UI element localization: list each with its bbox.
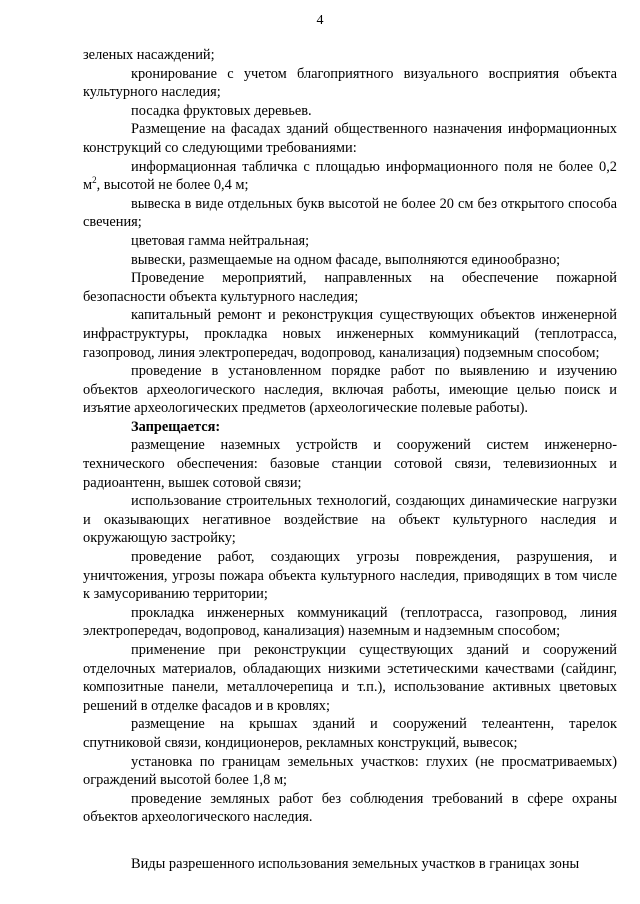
paragraph: зеленых насаждений; — [83, 47, 215, 63]
paragraph: Виды разрешенного использования земельных участков в границах зоны — [131, 855, 580, 872]
paragraph-text: информационная табличка с площадью информационного поля не более 0,2 м — [83, 158, 617, 194]
section-heading: Запрещается: — [131, 418, 221, 435]
paragraph: цветовая гамма нейтральная; — [131, 232, 310, 249]
paragraph: кронирование с учетом благоприятного визуального восприятия объекта культурного наследия; — [83, 65, 617, 101]
document-body — [83, 46, 617, 874]
paragraph: проведение земляных работ без соблюдения требований в сфере охраны объектов археологического наследия. — [83, 790, 617, 826]
page-number: 4 — [316, 13, 324, 28]
paragraph: проведение работ, создающих угрозы повреждения, разрушения, и уничтожения, угрозы пожара объекта культурного наследия, приводящих в том числе к замусориванию территории; — [83, 549, 617, 603]
superscript: 2 — [92, 175, 97, 186]
paragraph: посадка фруктовых деревьев. — [131, 102, 312, 119]
paragraph: использование строительных технологий, создающих динамические нагрузки и оказывающих негативное воздействие на объект культурного наследия и окружающую застройку; — [83, 493, 617, 547]
paragraph: прокладка инженерных коммуникаций (теплотрасса, газопровод, линия электропередач, водопровод, канализация) наземным и надземным способом; — [83, 604, 617, 640]
paragraph: применение при реконструкции существующих зданий и сооружений отделочных материалов, обладающих низкими эстетическими качествами (сайдинг, композитные панели, металлочерепица и т.п.), использование активных цветовых решений в отделке фасадов и в кровлях; — [83, 642, 617, 714]
paragraph — [83, 158, 617, 195]
paragraph: вывеска в виде отдельных букв высотой не более 20 см без открытого способа свечения; — [83, 195, 617, 231]
paragraph: установка по границам земельных участков: глухих (не просматриваемых) ограждений высотой более 1,8 м; — [83, 753, 617, 789]
paragraph: проведение в установленном порядке работ по выявлению и изучению объектов археологического наследия, включая работы, имеющие целью поиск и изъятие археологических предметов (археологические полевые работы). — [83, 363, 617, 417]
paragraph-text: , высотой не более 0,4 м; — [96, 177, 249, 194]
spacer — [83, 827, 617, 855]
paragraph: размещение на крышах зданий и сооружений телеантенн, тарелок спутниковой связи, кондиционеров, рекламных конструкций, вывесок; — [83, 716, 617, 751]
paragraph: размещение наземных устройств и сооружений систем инженерно-технического обеспечения: базовые станции сотовой связи, телевизионных и радиоантенн, вышек сотовой связи; — [83, 437, 617, 491]
paragraph: Проведение мероприятий, направленных на обеспечение пожарной безопасности объекта культурного наследия; — [83, 270, 617, 305]
paragraph: Размещение на фасадах зданий общественного назначения информационных конструкций со следующими требованиями: — [83, 121, 617, 156]
paragraph: вывески, размещаемые на одном фасаде, выполняются единообразно; — [131, 251, 561, 268]
paragraph: капитальный ремонт и реконструкция существующих объектов инженерной инфраструктуры, прокладка новых инженерных коммуникаций (теплотрасса, газопровод, линия электропередач, водопровод, канализация) подземным способом; — [83, 307, 617, 361]
